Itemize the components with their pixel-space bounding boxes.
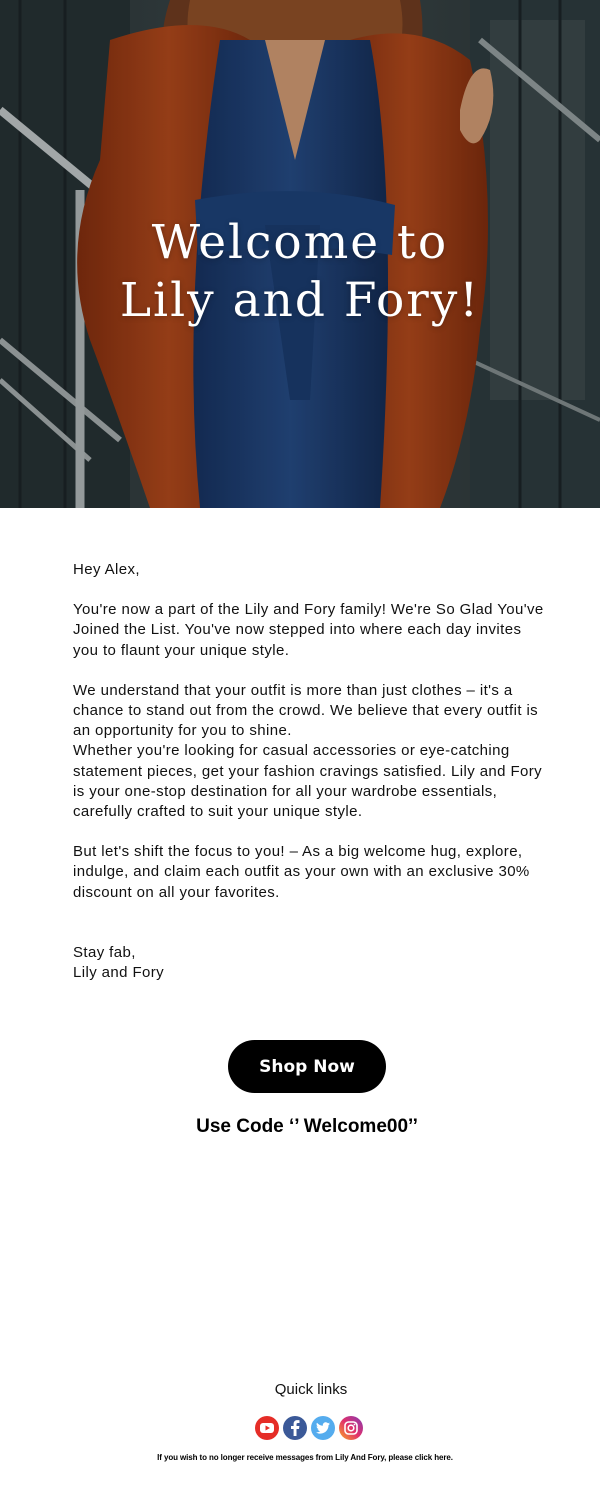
hero-banner	[0, 0, 600, 508]
facebook-icon[interactable]	[283, 1416, 307, 1440]
greeting: Hey Alex,	[73, 561, 140, 578]
quick-links-heading: Quick links	[274, 1381, 348, 1398]
twitter-icon[interactable]	[311, 1416, 335, 1440]
paragraph-destination: Whether you're looking for casual accessories or eye-catching statement pieces, get your fashion cravings satisfied. Lily and Fory is your one-stop destination for all your wardrobe essentials, carefully crafted to suit your unique style.	[73, 742, 543, 821]
hero-title-line2: Lily and Fory!	[119, 273, 481, 328]
signature: Lily and Fory	[73, 964, 165, 982]
unsubscribe-notice	[0, 1453, 600, 1462]
youtube-icon[interactable]	[255, 1416, 279, 1440]
unsubscribe-link[interactable]: click here.	[414, 1453, 453, 1462]
paragraph-outfit: We understand that your outfit is more than just clothes – it's a chance to stand out from the crowd. We believe that every outfit is an opportunity for you to shine.	[73, 681, 539, 740]
paragraph-discount: But let's shift the focus to you! – As a big welcome hug, explore, indulge, and claim each outfit as your own with an exclusive 30% discount on all your favorites.	[73, 843, 530, 901]
shop-now-button[interactable]: Shop Now	[228, 1040, 386, 1093]
promo-code: Use Code ‘’ Welcome00’’	[196, 1116, 418, 1137]
paragraph-intro: You're now a part of the Lily and Fory family! We're So Glad You've Joined the List. You've now stepped into where each day invites you to flaunt your unique style.	[73, 601, 544, 659]
hero-title-line1: Welcome to	[151, 215, 449, 270]
letter-body	[73, 560, 551, 983]
social-links	[255, 1416, 363, 1440]
hero-title	[0, 214, 600, 330]
signoff: Stay fab,	[73, 943, 136, 961]
instagram-icon[interactable]	[339, 1416, 363, 1440]
unsubscribe-text: If you wish to no longer receive messages from Lily And Fory, please	[157, 1453, 415, 1462]
